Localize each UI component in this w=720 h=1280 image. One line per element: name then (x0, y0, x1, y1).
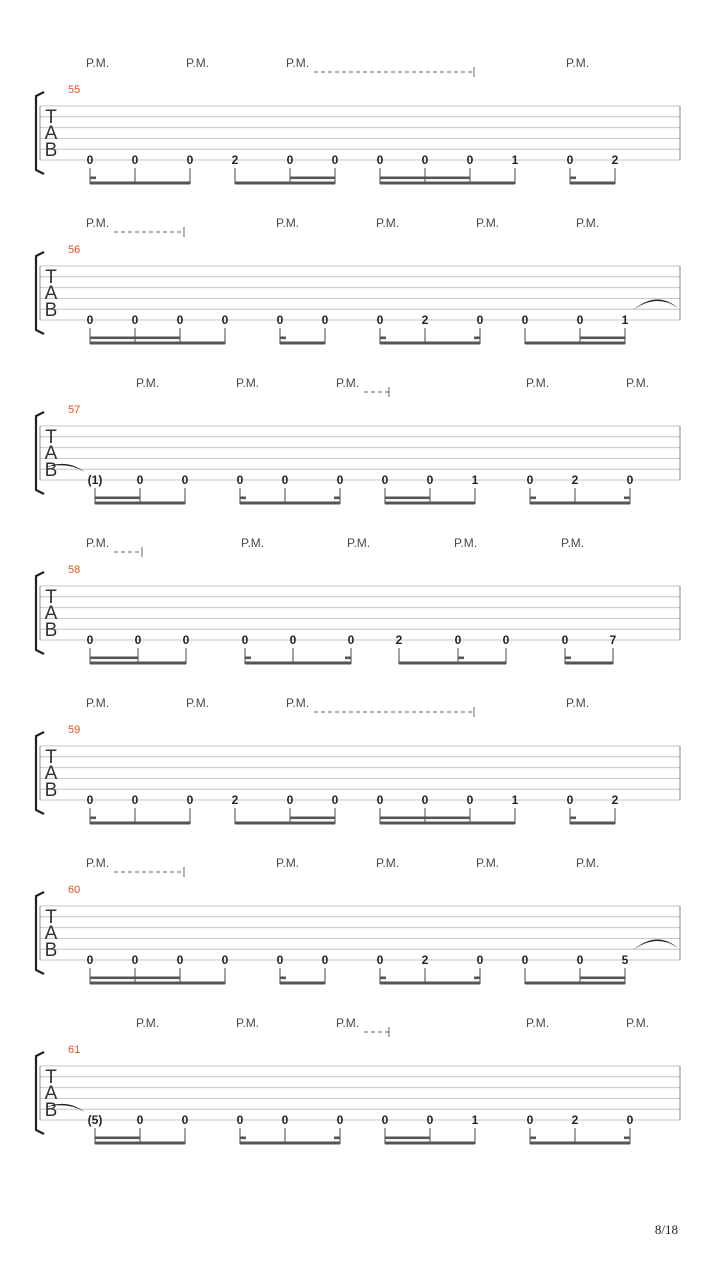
beam-primary (90, 342, 225, 345)
fret-number: 0 (381, 1113, 389, 1127)
fret-number: 0 (286, 793, 294, 807)
fret-number: 0 (131, 153, 139, 167)
beam-secondary (385, 1137, 430, 1140)
beam-secondary (530, 497, 536, 500)
palm-mute-label: P.M. (566, 696, 590, 710)
beam-secondary (245, 657, 251, 660)
palm-mute-label: P.M. (454, 536, 478, 550)
fret-number: 2 (611, 153, 619, 167)
fret-number: 0 (521, 313, 529, 327)
beam-secondary (565, 657, 571, 660)
system-60 (36, 856, 680, 985)
fret-number: 2 (421, 953, 429, 967)
fret-number: (1) (87, 473, 103, 487)
fret-number: 0 (276, 953, 284, 967)
beam-primary (245, 662, 351, 665)
fret-number: 0 (221, 313, 229, 327)
beam-primary (280, 982, 325, 985)
tab-letter-t: T (45, 427, 57, 448)
fret-number: 2 (611, 793, 619, 807)
beam-secondary (90, 337, 180, 340)
beam-secondary (624, 497, 630, 500)
fret-number: 0 (281, 473, 289, 487)
fret-number: 0 (86, 793, 94, 807)
fret-number: 0 (181, 1113, 189, 1127)
tab-letter-a: A (44, 923, 58, 944)
beam-primary (235, 822, 335, 825)
beam-primary (530, 502, 630, 505)
measure-number: 58 (68, 564, 81, 576)
fret-number: 0 (331, 153, 339, 167)
fret-number: 0 (421, 793, 429, 807)
beam-primary (525, 342, 625, 345)
beam-secondary (290, 817, 335, 820)
fret-number: 0 (136, 1113, 144, 1127)
fret-number: 0 (376, 793, 384, 807)
palm-mute-label: P.M. (236, 376, 260, 390)
system-59 (36, 696, 680, 825)
fret-number: 0 (134, 633, 142, 647)
palm-mute-label: P.M. (626, 376, 650, 390)
beam-secondary (345, 657, 351, 660)
fret-number: 0 (576, 313, 584, 327)
beam-secondary (280, 977, 286, 980)
fret-number: 0 (476, 953, 484, 967)
fret-number: 0 (336, 1113, 344, 1127)
fret-number: 0 (186, 793, 194, 807)
beam-primary (240, 502, 340, 505)
beam-primary (90, 662, 186, 665)
palm-mute-label: P.M. (576, 216, 600, 230)
fret-number: 0 (521, 953, 529, 967)
beam-secondary (380, 977, 386, 980)
fret-number: 0 (236, 473, 244, 487)
fret-number: 0 (381, 473, 389, 487)
fret-number: 0 (566, 153, 574, 167)
beam-secondary (95, 497, 140, 500)
tab-letter-t: T (45, 747, 57, 768)
tab-letter-b: B (44, 780, 58, 801)
fret-number: 0 (321, 313, 329, 327)
fret-number: 0 (236, 1113, 244, 1127)
fret-number: 0 (526, 1113, 534, 1127)
palm-mute-label: P.M. (86, 696, 110, 710)
palm-mute-label: P.M. (86, 56, 110, 70)
palm-mute-label: P.M. (476, 856, 500, 870)
beam-secondary (90, 977, 180, 980)
fret-number: 0 (136, 473, 144, 487)
beam-secondary (458, 657, 464, 660)
measure-number: 61 (68, 1044, 81, 1056)
beam-secondary (385, 497, 430, 500)
beam-secondary (570, 817, 576, 820)
palm-mute-label: P.M. (136, 376, 160, 390)
beam-primary (399, 662, 506, 665)
tab-letter-b: B (44, 460, 58, 481)
beam-primary (95, 1142, 185, 1145)
beam-secondary (380, 177, 470, 180)
beam-secondary (624, 1137, 630, 1140)
fret-number: 0 (86, 313, 94, 327)
beam-primary (385, 1142, 475, 1145)
palm-mute-label: P.M. (526, 1016, 550, 1030)
fret-number: 0 (331, 793, 339, 807)
system-57 (36, 376, 680, 505)
fret-number: 0 (276, 313, 284, 327)
system-58 (36, 536, 680, 665)
palm-mute-label: P.M. (186, 696, 210, 710)
beam-secondary (280, 337, 286, 340)
tie-out (633, 939, 678, 950)
fret-number: 0 (626, 1113, 634, 1127)
fret-number: 0 (286, 153, 294, 167)
fret-number: 2 (571, 1113, 579, 1127)
fret-number: 0 (181, 473, 189, 487)
page-number: 8/18 (654, 1222, 678, 1237)
palm-mute-label: P.M. (336, 1016, 360, 1030)
palm-mute-label: P.M. (566, 56, 590, 70)
tie-out (633, 299, 678, 310)
fret-number: 0 (86, 153, 94, 167)
tab-letter-t: T (45, 267, 57, 288)
beam-primary (90, 982, 225, 985)
fret-number: 1 (471, 1113, 479, 1127)
beam-secondary (240, 497, 246, 500)
fret-number: 0 (576, 953, 584, 967)
tab-letter-a: A (44, 603, 58, 624)
fret-number: 0 (221, 953, 229, 967)
palm-mute-label: P.M. (186, 56, 210, 70)
beam-secondary (290, 177, 335, 180)
fret-number: 1 (511, 793, 519, 807)
palm-mute-label: P.M. (236, 1016, 260, 1030)
beam-secondary (240, 1137, 246, 1140)
fret-number: 0 (131, 793, 139, 807)
palm-mute-label: P.M. (276, 216, 300, 230)
fret-number: 0 (566, 793, 574, 807)
fret-number: 0 (176, 313, 184, 327)
beam-secondary (580, 977, 625, 980)
beam-primary (565, 662, 613, 665)
fret-number: 0 (86, 953, 94, 967)
palm-mute-label: P.M. (86, 216, 110, 230)
system-61 (36, 1016, 680, 1145)
fret-number: 0 (426, 1113, 434, 1127)
fret-number: 1 (511, 153, 519, 167)
measure-number: 56 (68, 244, 81, 256)
beam-secondary (90, 177, 96, 180)
beam-primary (95, 502, 185, 505)
beam-primary (90, 182, 190, 185)
tab-letter-b: B (44, 140, 58, 161)
fret-number: 0 (466, 153, 474, 167)
beam-primary (570, 822, 615, 825)
beam-secondary (380, 817, 470, 820)
tab-letter-a: A (44, 123, 58, 144)
beam-primary (235, 182, 335, 185)
palm-mute-label: P.M. (376, 216, 400, 230)
measure-number: 59 (68, 724, 81, 736)
fret-number: 1 (621, 313, 629, 327)
palm-mute-label: P.M. (526, 376, 550, 390)
palm-mute-label: P.M. (86, 856, 110, 870)
measure-number: 57 (68, 404, 81, 416)
beam-primary (280, 342, 325, 345)
beam-secondary (90, 817, 96, 820)
fret-number: 0 (241, 633, 249, 647)
fret-number: 0 (186, 153, 194, 167)
fret-number: 0 (347, 633, 355, 647)
fret-number: 0 (131, 953, 139, 967)
fret-number: 2 (395, 633, 403, 647)
beam-secondary (334, 497, 340, 500)
beam-primary (380, 982, 480, 985)
fret-number: 2 (231, 153, 239, 167)
tab-letter-t: T (45, 107, 57, 128)
beam-primary (570, 182, 615, 185)
fret-number: 0 (476, 313, 484, 327)
measure-number: 55 (68, 84, 81, 96)
fret-number: 0 (502, 633, 510, 647)
fret-number: 1 (471, 473, 479, 487)
fret-number: 0 (454, 633, 462, 647)
palm-mute-label: P.M. (241, 536, 265, 550)
palm-mute-label: P.M. (576, 856, 600, 870)
fret-number: 2 (231, 793, 239, 807)
tab-letter-t: T (45, 907, 57, 928)
fret-number: 0 (176, 953, 184, 967)
system-56 (36, 216, 680, 345)
fret-number: 0 (526, 473, 534, 487)
beam-secondary (380, 337, 386, 340)
fret-number: 0 (421, 153, 429, 167)
tab-letter-a: A (44, 1083, 58, 1104)
beam-secondary (95, 1137, 140, 1140)
tab-letter-b: B (44, 940, 58, 961)
palm-mute-label: P.M. (86, 536, 110, 550)
fret-number: 0 (321, 953, 329, 967)
tab-letter-t: T (45, 1067, 57, 1088)
palm-mute-label: P.M. (476, 216, 500, 230)
beam-secondary (334, 1137, 340, 1140)
tab-letter-b: B (44, 1100, 58, 1121)
palm-mute-label: P.M. (286, 696, 310, 710)
beam-primary (530, 1142, 630, 1145)
palm-mute-label: P.M. (626, 1016, 650, 1030)
fret-number: (5) (87, 1113, 103, 1127)
beam-secondary (90, 657, 138, 660)
palm-mute-label: P.M. (347, 536, 371, 550)
measure-number: 60 (68, 884, 81, 896)
fret-number: 0 (376, 953, 384, 967)
beam-primary (90, 822, 190, 825)
beam-primary (385, 502, 475, 505)
beam-secondary (580, 337, 625, 340)
fret-number: 0 (86, 633, 94, 647)
beam-secondary (530, 1137, 536, 1140)
fret-number: 0 (561, 633, 569, 647)
fret-number: 2 (571, 473, 579, 487)
fret-number: 0 (376, 313, 384, 327)
tab-letter-a: A (44, 283, 58, 304)
palm-mute-label: P.M. (136, 1016, 160, 1030)
beam-primary (240, 1142, 340, 1145)
system-55 (36, 56, 680, 185)
tab-letter-a: A (44, 763, 58, 784)
palm-mute-label: P.M. (276, 856, 300, 870)
beam-secondary (474, 977, 480, 980)
beam-primary (380, 822, 515, 825)
fret-number: 0 (281, 1113, 289, 1127)
fret-number: 5 (621, 953, 629, 967)
tab-letter-b: B (44, 300, 58, 321)
fret-number: 0 (182, 633, 190, 647)
tab-letter-a: A (44, 443, 58, 464)
fret-number: 7 (609, 633, 617, 647)
tab-letter-b: B (44, 620, 58, 641)
palm-mute-label: P.M. (336, 376, 360, 390)
tab-letter-t: T (45, 587, 57, 608)
fret-number: 0 (626, 473, 634, 487)
fret-number: 0 (289, 633, 297, 647)
fret-number: 2 (421, 313, 429, 327)
beam-primary (380, 342, 480, 345)
palm-mute-label: P.M. (561, 536, 585, 550)
beam-primary (380, 182, 515, 185)
fret-number: 0 (336, 473, 344, 487)
fret-number: 0 (426, 473, 434, 487)
fret-number: 0 (466, 793, 474, 807)
fret-number: 0 (131, 313, 139, 327)
beam-secondary (570, 177, 576, 180)
beam-secondary (474, 337, 480, 340)
palm-mute-label: P.M. (286, 56, 310, 70)
beam-primary (525, 982, 625, 985)
palm-mute-label: P.M. (376, 856, 400, 870)
fret-number: 0 (376, 153, 384, 167)
